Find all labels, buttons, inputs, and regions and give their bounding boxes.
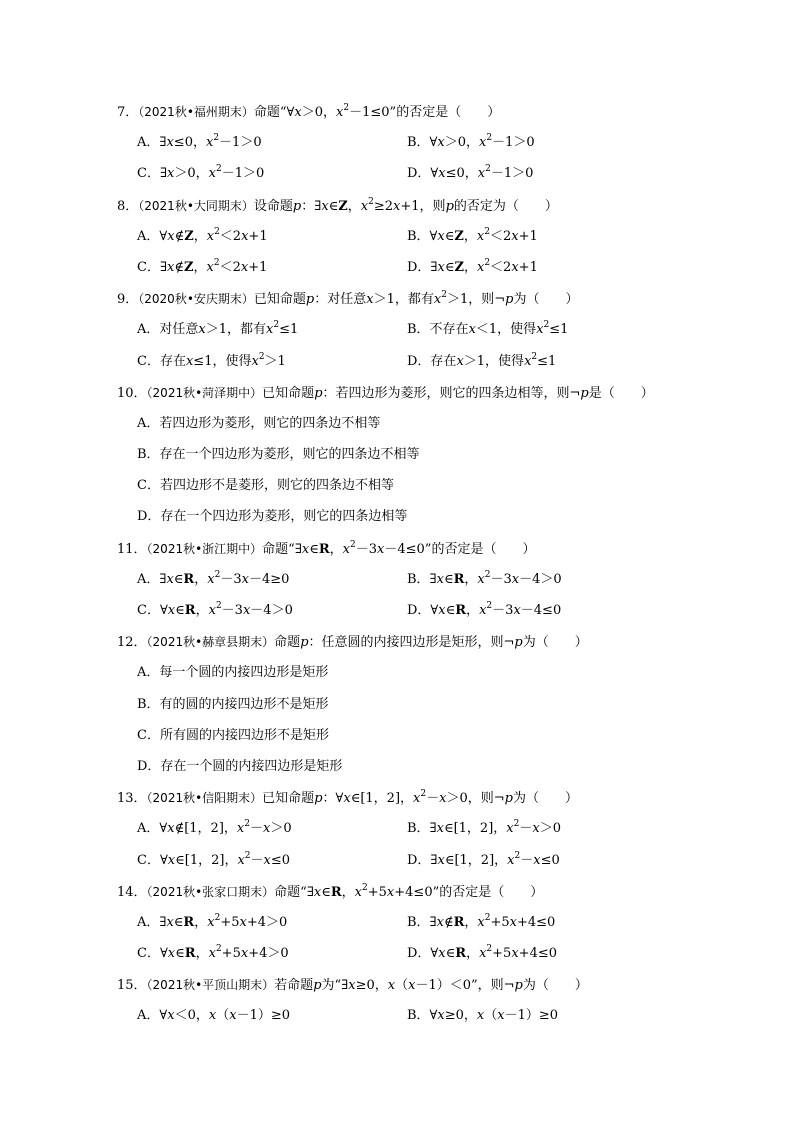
option-row xyxy=(117,163,677,194)
answer-option[interactable]: A．∀x＜0，x（x－1）≥0 xyxy=(137,1008,290,1024)
question-number: 15． xyxy=(117,978,147,994)
answer-option[interactable]: B．∃x∈[1，2]，$x^2-x>0$ xyxy=(407,819,561,837)
question-stem xyxy=(117,787,677,818)
question-number: 13． xyxy=(117,791,147,807)
answer-option[interactable]: B．∃x∉R，$x^2+5x+4\le 0$ xyxy=(407,912,556,930)
answer-option[interactable]: A．∃x≤0，$x^2-1>0$ xyxy=(137,133,262,151)
answer-option[interactable]: C．∀x∈[1，2]，$x^2-x\le 0$ xyxy=(137,850,291,868)
option-row xyxy=(117,351,677,382)
option-row xyxy=(117,725,677,756)
question-source: （2021秋•张家口期末） xyxy=(146,884,275,899)
option-row xyxy=(117,506,677,537)
option-row xyxy=(117,132,677,163)
question-text: 设命题p：∃x∈Z，$x^2\ge 2x+1$，则p的否定为（ ） xyxy=(253,196,558,214)
question-list xyxy=(117,101,677,1037)
answer-option[interactable]: D．∀x∈R，$x^2+5x+4\le 0$ xyxy=(407,944,557,962)
option-row xyxy=(117,756,677,787)
answer-option[interactable]: B．∀x≥0，x（x－1）≥0 xyxy=(407,1008,559,1024)
question-stem xyxy=(117,881,677,912)
question-number: 14． xyxy=(117,884,147,900)
question-number: 11． xyxy=(117,541,147,557)
question-number: 12． xyxy=(117,635,147,651)
answer-option[interactable]: D．存在x＞1，使得$x^2\le 1$ xyxy=(407,351,557,369)
question-source: （2021秋•福州期末） xyxy=(138,105,254,119)
option-row xyxy=(117,818,677,849)
answer-option[interactable]: C．所有圆的内接四边形不是矩形 xyxy=(137,727,329,743)
answer-option[interactable]: C．若四边形不是菱形，则它的四条边不相等 xyxy=(137,478,394,494)
option-row xyxy=(117,257,677,288)
option-row xyxy=(117,475,677,506)
question-number: 7． xyxy=(117,105,139,120)
answer-option[interactable]: C．∀x∈R，$x^2-3x-4>0$ xyxy=(137,601,293,618)
answer-option[interactable]: B．有的圆的内接四边形不是矩形 xyxy=(137,696,329,712)
answer-option[interactable]: A．∃x∈R，$x^2-3x-4\ge 0$ xyxy=(137,569,290,587)
question-source: （2021秋•平顶山期末） xyxy=(146,978,275,993)
question-stem xyxy=(117,382,677,413)
answer-option[interactable]: D．∃x∈Z，$x^2<2x+1$ xyxy=(407,257,538,275)
answer-option[interactable]: C．∃x∉Z，$x^2<2x+1$ xyxy=(137,257,268,275)
question-source: （2021秋•赫章县期末） xyxy=(146,635,275,650)
answer-option[interactable]: C．存在x≤1，使得$x^2>1$ xyxy=(137,351,286,369)
answer-option[interactable]: C．∀x∈R，$x^2+5x+4>0$ xyxy=(137,944,289,962)
question-stem xyxy=(117,101,677,132)
question-stem xyxy=(117,631,677,662)
answer-option[interactable]: A．对任意x＞1，都有$x^2\le 1$ xyxy=(137,320,299,338)
answer-option[interactable]: A．∀x∉Z，$x^2<2x+1$ xyxy=(137,226,268,244)
answer-option[interactable]: B．存在一个四边形为菱形，则它的四条边不相等 xyxy=(137,447,420,463)
option-row xyxy=(117,662,677,693)
question-number: 8． xyxy=(117,198,139,214)
question-source: （2021秋•菏泽期中） xyxy=(146,385,263,400)
question-text: 命题“∃x∈R，$x^2+5x+4\le 0$”的否定是（ ） xyxy=(274,882,544,900)
question-source: （2021秋•大同期末） xyxy=(138,198,254,213)
option-row xyxy=(117,1005,677,1036)
question-text: 命题p：任意圆的内接四边形是矩形，则¬p为（ ） xyxy=(274,635,588,651)
answer-option[interactable]: B．∀x＞0，$x^2-1>0$ xyxy=(407,133,535,151)
option-row xyxy=(117,694,677,725)
question-stem xyxy=(117,538,677,569)
option-row xyxy=(117,943,677,974)
option-row xyxy=(117,413,677,444)
answer-option[interactable]: D．∀x≤0，$x^2-1>0$ xyxy=(407,164,534,182)
question-number: 9． xyxy=(117,292,139,308)
answer-option[interactable]: D．存在一个圆的内接四边形是矩形 xyxy=(137,758,343,774)
option-row xyxy=(117,569,677,600)
question-text: 已知命题p：∀x∈[1，2]，$x^2-x>0$，则¬p为（ ） xyxy=(262,789,578,807)
answer-option[interactable]: B．不存在x＜1，使得$x^2\le 1$ xyxy=(407,320,569,338)
question-text: 若命题p为“∃x≥0，x（x－1）＜0”，则¬p为（ ） xyxy=(274,978,588,994)
option-row xyxy=(117,912,677,943)
answer-option[interactable]: D．∀x∈R，$x^2-3x-4\le 0$ xyxy=(407,601,562,618)
answer-option[interactable]: B．∃x∈R，$x^2-3x-4>0$ xyxy=(407,569,562,587)
answer-option[interactable]: A．∀x∉[1，2]，$x^2-x>0$ xyxy=(137,819,292,837)
question-text: 命题“∃x∈R，$x^2-3x-4\le 0$”的否定是（ ） xyxy=(262,539,536,557)
question-stem xyxy=(117,288,677,319)
answer-option[interactable]: D．∃x∈[1，2]，$x^2-x\le 0$ xyxy=(407,850,560,868)
option-row xyxy=(117,444,677,475)
answer-option[interactable]: B．∀x∈Z，$x^2<2x+1$ xyxy=(407,226,538,244)
answer-option[interactable]: D．存在一个四边形为菱形，则它的四条边相等 xyxy=(137,509,408,525)
question-source: （2021秋•浙江期中） xyxy=(146,541,263,556)
option-row xyxy=(117,850,677,881)
question-stem xyxy=(117,974,677,1005)
option-row xyxy=(117,226,677,257)
question-source: （2021秋•信阳期末） xyxy=(146,791,263,806)
question-text: 已知命题p：若四边形为菱形，则它的四条边相等，则¬p是（ ） xyxy=(262,385,654,401)
answer-option[interactable]: A．每一个圆的内接四边形是矩形 xyxy=(137,665,329,681)
option-row xyxy=(117,319,677,350)
question-number: 10． xyxy=(117,385,147,401)
question-stem xyxy=(117,195,677,226)
question-text: 命题“∀x＞0，$x^2-1\le 0$”的否定是（ ） xyxy=(253,103,501,120)
option-row xyxy=(117,600,677,631)
answer-option[interactable]: A．∃x∈R，$x^2+5x+4>0$ xyxy=(137,912,288,930)
question-text: 已知命题p：对任意x＞1，都有$x^2>1$，则¬p为（ ） xyxy=(253,290,579,308)
question-source: （2020秋•安庆期末） xyxy=(138,292,254,307)
answer-option[interactable]: A．若四边形为菱形，则它的四条边不相等 xyxy=(137,415,381,431)
answer-option[interactable]: C．∃x＞0，$x^2-1>0$ xyxy=(137,164,265,182)
